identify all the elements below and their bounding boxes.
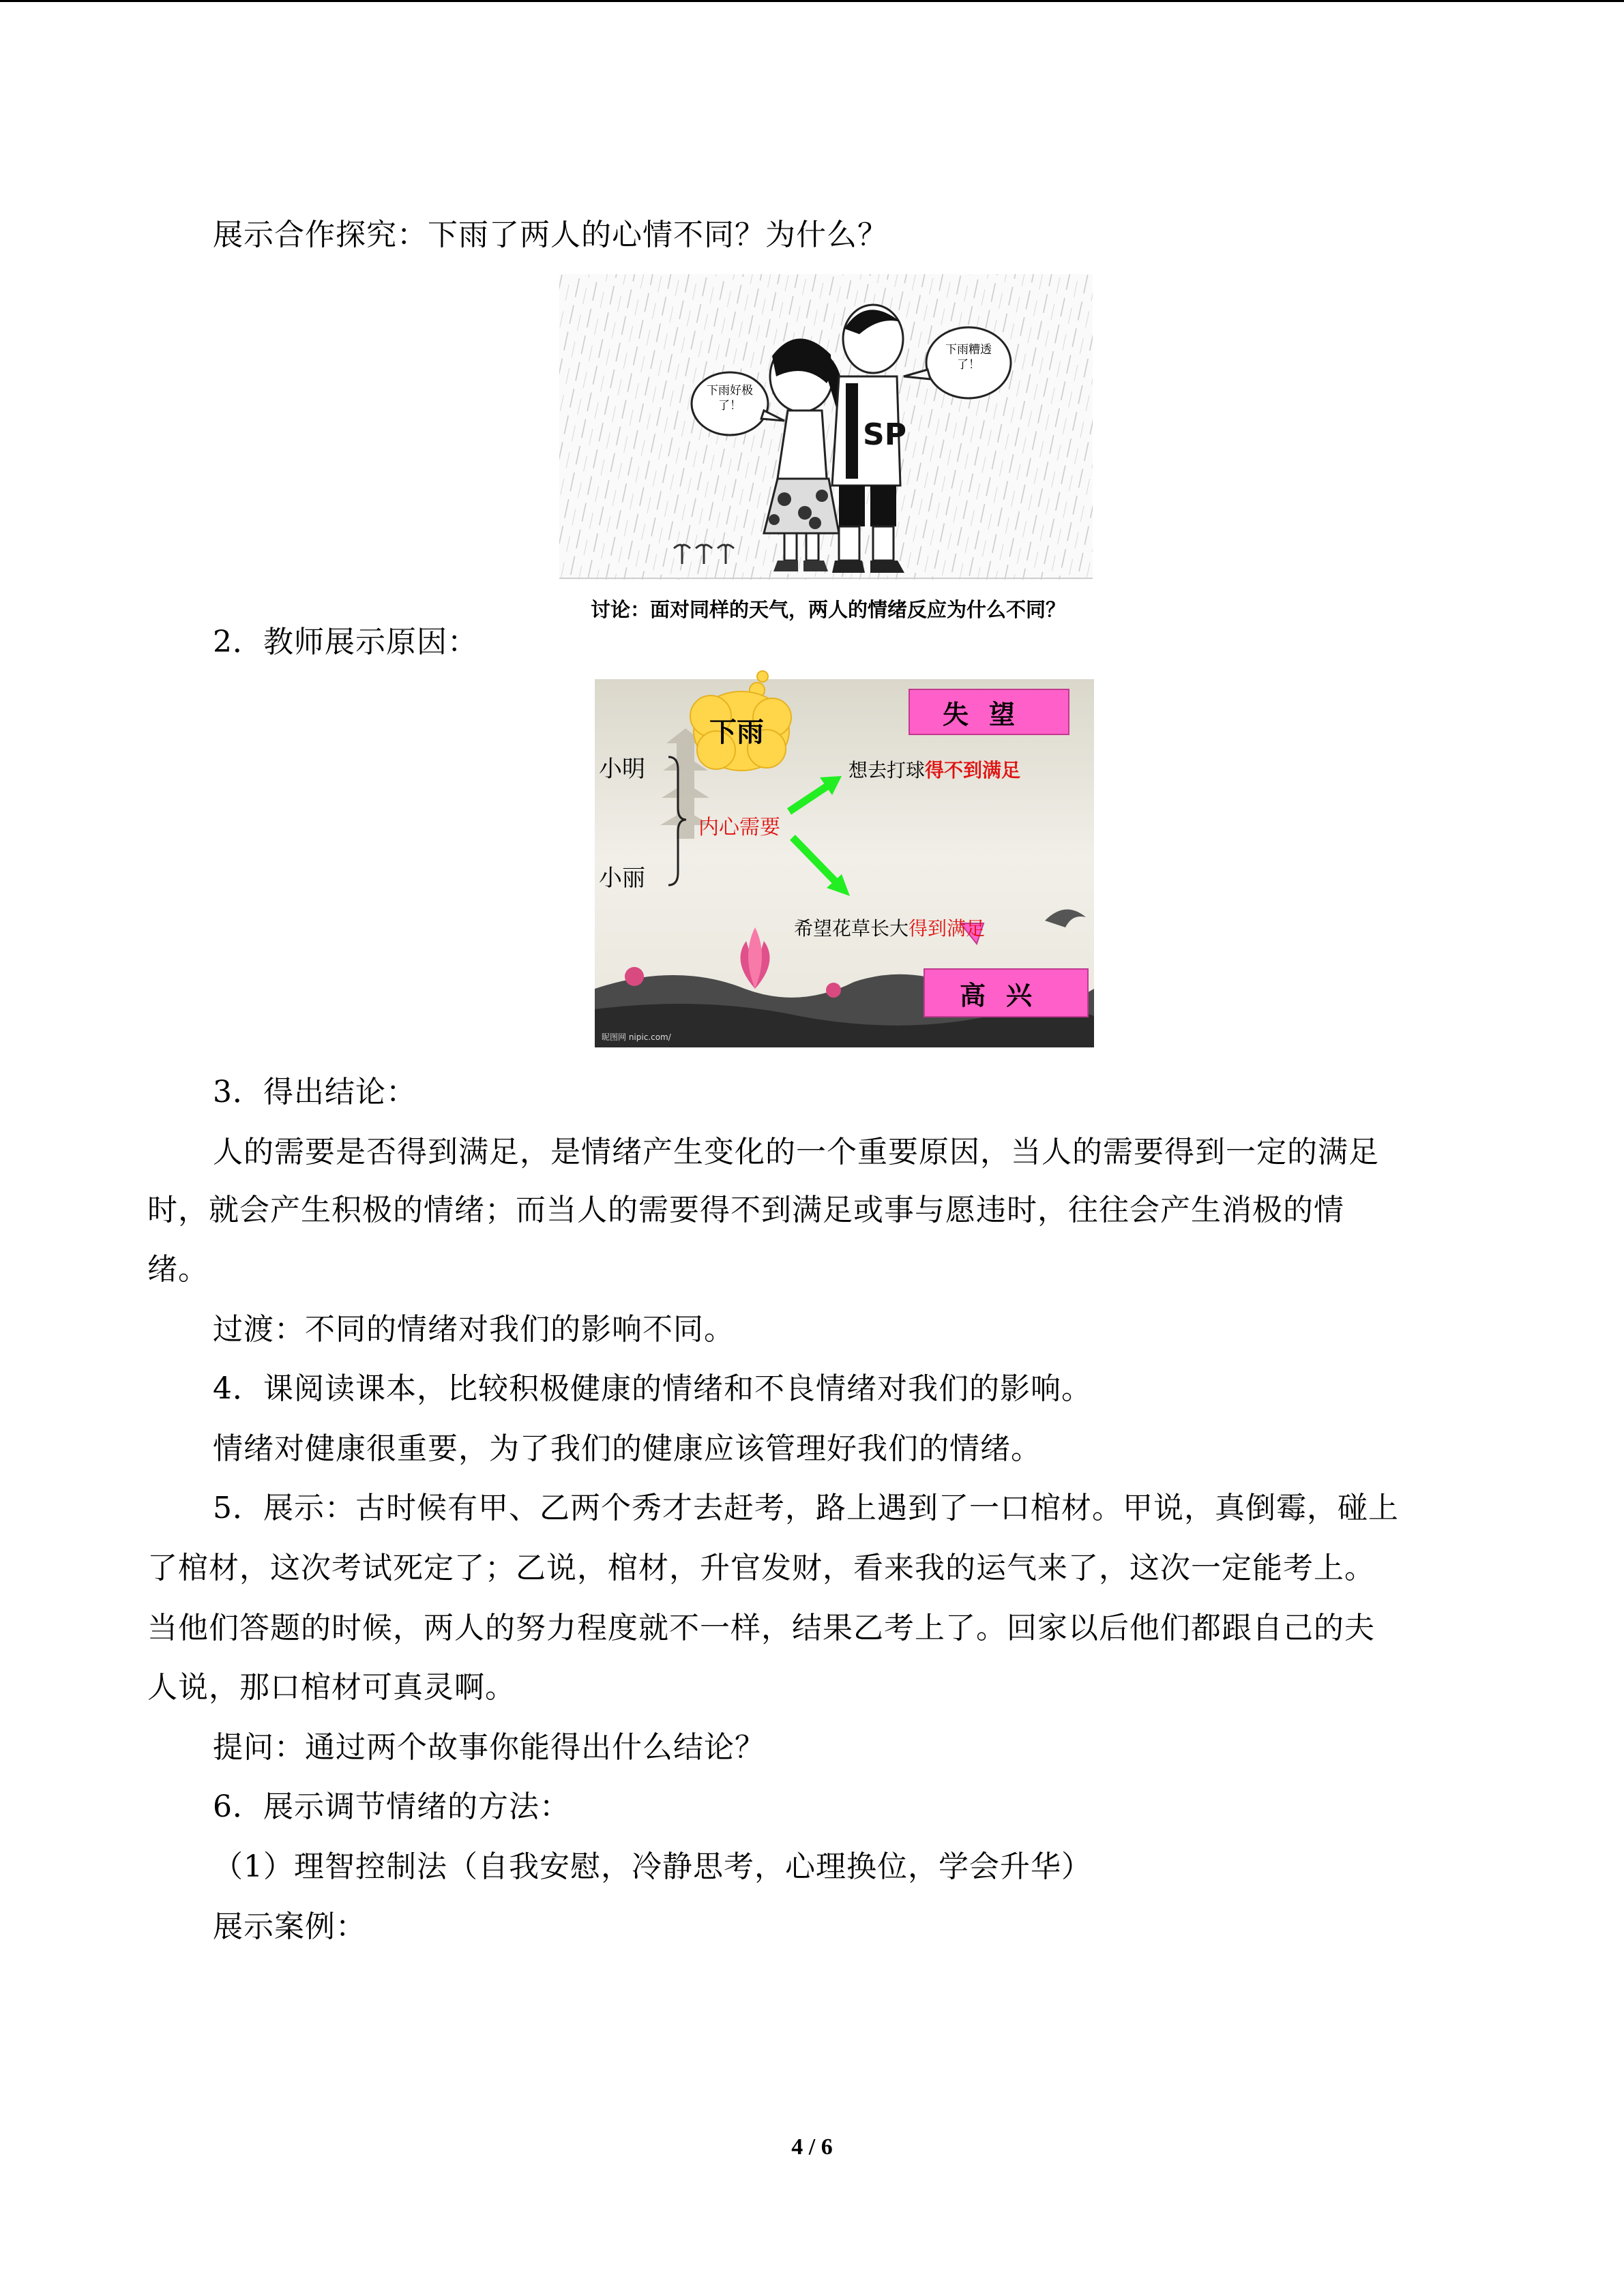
speech-left-text: 下雨好极了！ [707, 384, 753, 413]
paragraph-reading: 4．课阅读课本，比较积极健康的情绪和不良情绪对我们的影响。 [213, 1371, 1092, 1406]
paragraph-conclusion-line3: 绪。 [147, 1252, 209, 1287]
needs-diagram-figure [595, 668, 1094, 1047]
paragraph-cooperative-inquiry: 展示合作探究：下雨了两人的心情不同？为什么？ [213, 218, 888, 252]
page-top-border [0, 0, 1624, 2]
paragraph-transition: 过渡：不同的情绪对我们的影响不同。 [213, 1312, 735, 1347]
upper-need-highlight: 得不到满足 [925, 759, 1021, 781]
paragraph-story-line4: 人说，那口棺材可真灵啊。 [147, 1670, 516, 1705]
paragraph-health: 情绪对健康很重要，为了我们的健康应该管理好我们的情绪。 [213, 1431, 1042, 1466]
inner-need-label: 内心需要 [698, 816, 780, 839]
paragraph-rational-control: （1）理智控制法（自我安慰，冷静思考，心理换位，学会升华） [213, 1849, 1092, 1884]
rain-cartoon-image [559, 274, 1093, 580]
upper-need-line [848, 756, 1020, 783]
speech-right-text: 下雨糟透了！ [945, 343, 992, 372]
svg-text:SP: SP [863, 417, 906, 452]
lower-need-line [794, 914, 985, 941]
paragraph-conclusion-heading: 3．得出结论： [213, 1075, 417, 1109]
disappointment-box: 失望 [909, 689, 1069, 735]
paragraph-question: 提问：通过两个故事你能得出什么结论？ [213, 1730, 765, 1765]
happiness-box: 高兴 [924, 968, 1089, 1017]
watermark-text: 昵图网 nipic.com/ [602, 1032, 671, 1042]
paragraph-story-line1: 5．展示：古时候有甲、乙两个秀才去赶考，路上遇到了一口棺材。甲说，真倒霉，碰上 [213, 1491, 1399, 1525]
paragraph-case: 展示案例： [213, 1909, 366, 1944]
paragraph-conclusion-line1: 人的需要是否得到满足，是情绪产生变化的一个重要原因，当人的需要得到一定的满足 [213, 1135, 1379, 1169]
paragraph-story-line2: 了棺材，这次考试死定了；乙说，棺材，升官发财，看来我的运气来了，这次一定能考上。 [147, 1551, 1375, 1585]
lower-need-highlight: 得到满足 [909, 917, 986, 940]
page-number: 4 / 6 [791, 2134, 833, 2160]
rain-cartoon-figure [559, 274, 1093, 580]
figure-caption: 讨论：面对同样的天气，两人的情绪反应为什么不同？ [591, 598, 1066, 621]
person-xiaoli: 小丽 [599, 865, 645, 892]
paragraph-conclusion-line2: 时，就会产生积极的情绪；而当人的需要得不到满足或事与愿违时，往往会产生消极的情 [147, 1193, 1344, 1227]
paragraph-methods: 6．展示调节情绪的方法： [213, 1789, 570, 1824]
sprouts-icon [674, 545, 734, 564]
person-xiaoming: 小明 [599, 756, 645, 783]
paragraph-teacher-reason: 2．教师展示原因： [213, 625, 478, 659]
paragraph-story-line3: 当他们答题的时候，两人的努力程度就不一样，结果乙考上了。回家以后他们都跟自己的夫 [147, 1611, 1375, 1645]
upper-need-text: 想去打球 [848, 759, 926, 781]
lower-need-text: 希望花草长大 [794, 917, 909, 940]
cloud-label: 下雨 [709, 717, 764, 748]
